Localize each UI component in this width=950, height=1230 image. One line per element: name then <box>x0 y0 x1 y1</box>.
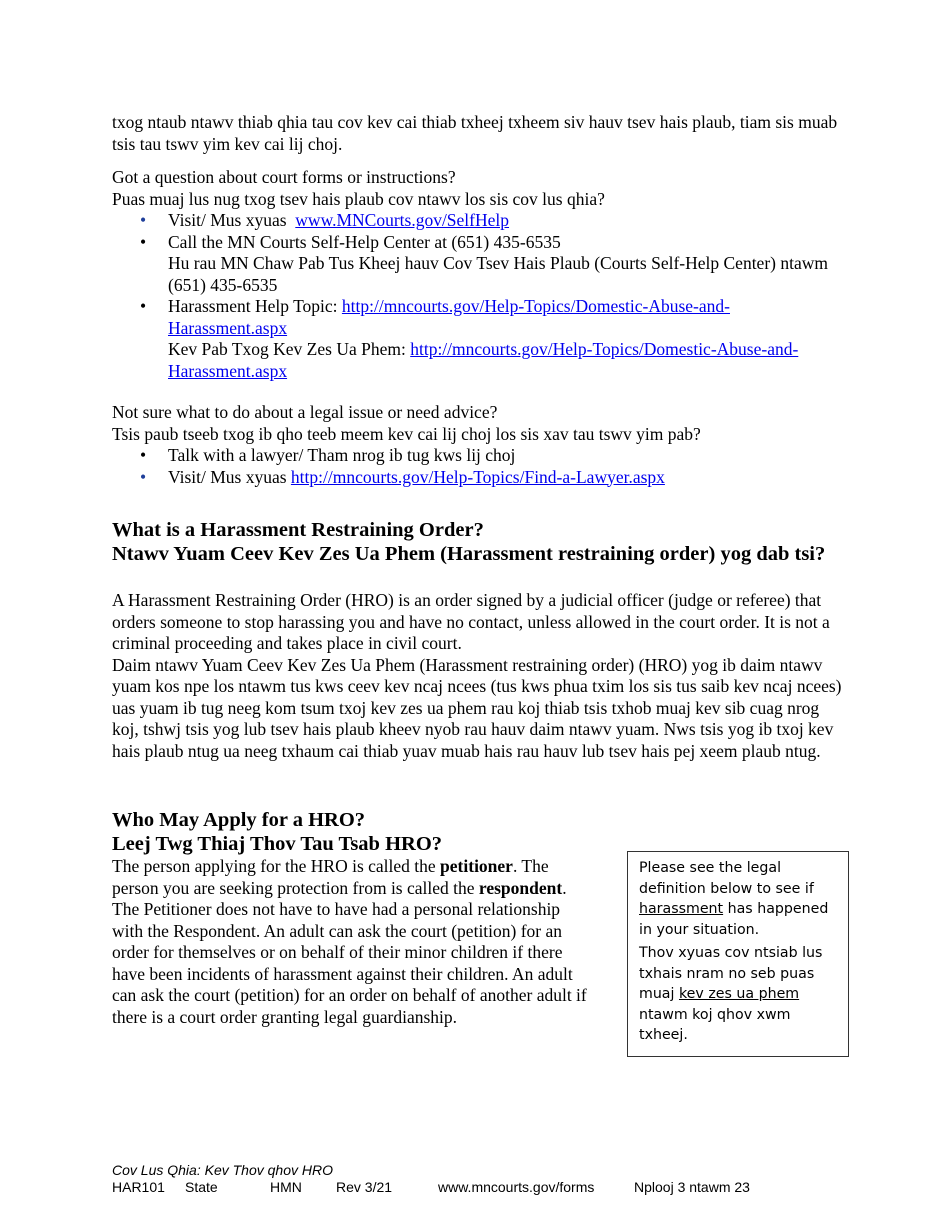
definition-note-box <box>627 851 849 1057</box>
intro-continued-text: txog ntaub ntawv thiab qhia tau cov kev cai thiab txheej txheem siv hauv tsev hais plaub, tiam sis muab tsis tau tswv yim kev cai lij choj. <box>112 112 838 154</box>
bullet-icon: • <box>140 445 147 465</box>
find-lawyer-link[interactable]: http://mncourts.gov/Help-Topics/Find-a-Lawyer.aspx <box>290 466 665 487</box>
list-item <box>112 232 842 297</box>
harassment-term-hmn: kev zes ua phem <box>678 986 800 1002</box>
topic-label-en: Harassment Help Topic: <box>168 296 338 316</box>
forms-question-hmn: Puas muaj lus nug txog tsev hais plaub cov ntawv los sis cov lus qhia? <box>112 188 605 209</box>
list-item <box>112 296 842 382</box>
footer-language: HMN <box>270 1179 302 1195</box>
bullet-icon: • <box>140 296 147 316</box>
list-item <box>112 445 842 467</box>
bullet-icon: • <box>140 210 147 230</box>
apply-paragraph: The person applying for the HRO is called the petitioner. The person you are seeking protection from is called the respondent. The Petitioner does not have to have had a personal relationship with the Respondent. An adult can ask the court (petition) for an order for themselves or on behalf of their minor children if there have been incidents of harassment against their children. An adult can ask the court (petition) for an order on behalf of another adult if there is a court order granting legal guardianship. <box>112 856 587 1027</box>
call-text-hmn: Hu rau MN Chaw Pab Tus Kheej hauv Cov Tsev Hais Plaub (Courts Self-Help Center) ntawm (651) 435-6535 <box>168 253 828 295</box>
apply-heading-hmn: Leej Twg Thiaj Thov Tau Tsab HRO? <box>112 833 443 855</box>
harassment-topic-link-en[interactable]: http://mncourts.gov/Help-Topics/Domestic-Abuse-and-Harassment.aspx <box>168 296 730 338</box>
page-footer <box>112 1162 750 1196</box>
forms-question-en: Got a question about court forms or instructions? <box>112 167 456 187</box>
harassment-topic-link-hmn[interactable]: http://mncourts.gov/Help-Topics/Domestic-Abuse-and-Harassment.aspx <box>168 339 799 381</box>
hro-paragraph-hmn: Daim ntawv Yuam Ceev Kev Zes Ua Phem (Harassment restraining order) (HRO) yog ib daim ntawv yuam kos npe los ntawm tus kws ceev kev ncaj ncees (tus kws phua txim los sis tus saib kev ncaj ncees) uas yuam ib tug neeg kom tsum txoj kev zes ua phem rau koj thiab tsis txhob muaj kev sib cuag nrog koj, tshwj tsis yog lub tsev hais plaub kheev nyob rau hauv daim ntawv yuam. Nws tsis yog ib txoj kev hais plaub ntug ua neeg txhaum cai thiab yuav muab hais rau hauv lub tsev hais pej xeem plaub ntug. <box>112 654 842 761</box>
legal-question-hmn: Tsis paub tseeb txog ib qho teeb meem kev cai lij choj los sis xav tau tswv yim pab? <box>112 423 701 444</box>
visit-label: Visit/ Mus xyuas <box>168 466 287 487</box>
hro-section <box>112 518 842 762</box>
note-hmn: Thov xyuas cov ntsiab lus txhais nram no seb puas muaj kev zes ua phem ntawm koj qhov xwm txheej. <box>639 945 823 1043</box>
footer-website: www.mncourts.gov/forms <box>438 1179 595 1195</box>
footer-page-number: Nplooj 3 ntawm 23 <box>634 1179 750 1195</box>
self-help-link[interactable]: www.MNCourts.gov/SelfHelp <box>295 210 510 230</box>
legal-help-list <box>112 445 842 488</box>
call-text-en: Call the MN Courts Self-Help Center at (651) 435-6535 <box>168 231 561 252</box>
footer-form-code: HAR101 <box>112 1179 165 1195</box>
hro-paragraph-en: A Harassment Restraining Order (HRO) is an order signed by a judicial officer (judge or referee) that orders someone to stop harassing you and have no contact, unless allowed in the court order. It is not a criminal proceeding and takes place in civil court. <box>112 590 830 653</box>
hro-heading-hmn: Ntawv Yuam Ceev Kev Zes Ua Phem (Harassment restraining order) yog dab tsi? <box>112 543 826 565</box>
list-item <box>112 210 842 232</box>
petitioner-term: petitioner <box>440 856 513 876</box>
respondent-term: respondent <box>478 877 563 898</box>
list-item <box>112 467 842 489</box>
apply-section <box>112 808 587 1028</box>
visit-label: Visit/ Mus xyuas <box>168 210 287 230</box>
bullet-icon: • <box>140 466 147 487</box>
footer-revision: Rev 3/21 <box>336 1179 393 1195</box>
topic-label-hmn: Kev Pab Txog Kev Zes Ua Phem: <box>168 339 406 359</box>
harassment-term: harassment <box>639 901 724 917</box>
note-en: Please see the legal definition below to see if harassment has happened in your situation. <box>639 860 829 938</box>
footer-jurisdiction: State <box>185 1179 218 1195</box>
hro-heading-en: What is a Harassment Restraining Order? <box>112 519 484 541</box>
footer-title: Cov Lus Qhia: Kev Thov qhov HRO <box>112 1162 333 1178</box>
legal-question-en: Not sure what to do about a legal issue or need advice? <box>112 402 498 422</box>
bullet-icon: • <box>140 231 147 252</box>
forms-help-list <box>112 210 842 382</box>
lawyer-item-text: Talk with a lawyer/ Tham nrog ib tug kws lij choj <box>168 445 516 465</box>
apply-heading-en: Who May Apply for a HRO? <box>112 809 366 831</box>
